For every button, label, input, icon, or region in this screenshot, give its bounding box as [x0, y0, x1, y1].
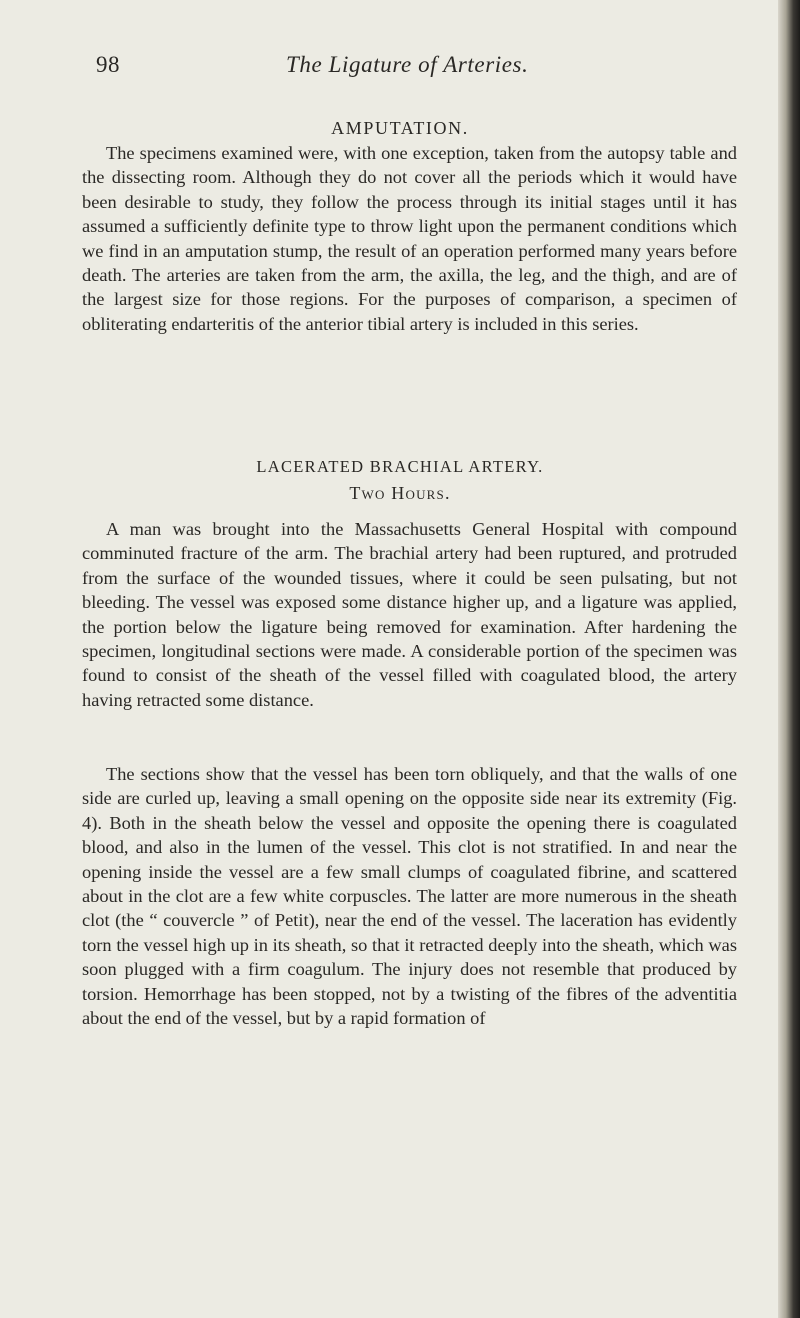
subsection-heading-lacerated-brachial-artery: LACERATED BRACHIAL ARTERY.: [256, 457, 544, 476]
section-heading-amputation: AMPUTATION.: [331, 118, 469, 138]
page-number: 98: [96, 52, 120, 77]
amputation-paragraph: The specimens examined were, with one exception, taken from the autopsy table and the dissecting room. Although they do not cover all the periods which it would have been desirable to study, they follow the process through its initial stages until it has assumed a sufficiently definite type to throw light upon the permanent conditions which we find in an amputation stump, the result of an operation performed many years before death. The arteries are taken from the arm, the axilla, the leg, and the thigh, and are of the largest size for those regions. For the purposes of comparison, a specimen of obliterating endarteritis of the anterior tibial artery is included in this series.: [82, 143, 737, 334]
case-paragraph-1: A man was brought into the Massachusetts General Hospital with compound comminuted fracture of the arm. The brachial artery had been ruptured, and protruded from the surface of the wounded tissues, where it could be seen pulsating, but not bleeding. The vessel was exposed some distance higher up, and a ligature was applied, the portion below the ligature being removed for examination. After hardening the specimen, longitudinal sections were made. A considerable portion of the specimen was found to consist of the sheath of the vessel filled with coagulated blood, the artery having retracted some distance.: [82, 519, 737, 710]
page-edge-shadow: [778, 0, 800, 1318]
page-header: [96, 52, 736, 88]
running-head: The Ligature of Arteries.: [286, 52, 529, 77]
case-paragraph-2: The sections show that the vessel has been torn obliquely, and that the walls of one side are curled up, leaving a small opening on the opposite side near its extremity (Fig. 4). Both in the sheath below the vessel and opposite the opening there is coagulated blood, and also in the lumen of the vessel. This clot is not stratified. In and near the opening inside the vessel are a few small clumps of coagulated fibrine, and scattered about in the clot are a few white corpuscles. The latter are more numerous in the sheath clot (the “ couvercle ” of Petit), near the end of the vessel. The laceration has evidently torn the vessel high up in its sheath, so that it retracted deeply into the sheath, which was soon plugged with a firm coagulum. The injury does not resemble that produced by torsion. Hemorrhage has been stopped, not by a twisting of the fibres of the adventitia about the end of the vessel, but by a rapid formation of: [82, 764, 737, 1029]
subsection-subtitle-two-hours: Two Hours.: [349, 483, 451, 503]
